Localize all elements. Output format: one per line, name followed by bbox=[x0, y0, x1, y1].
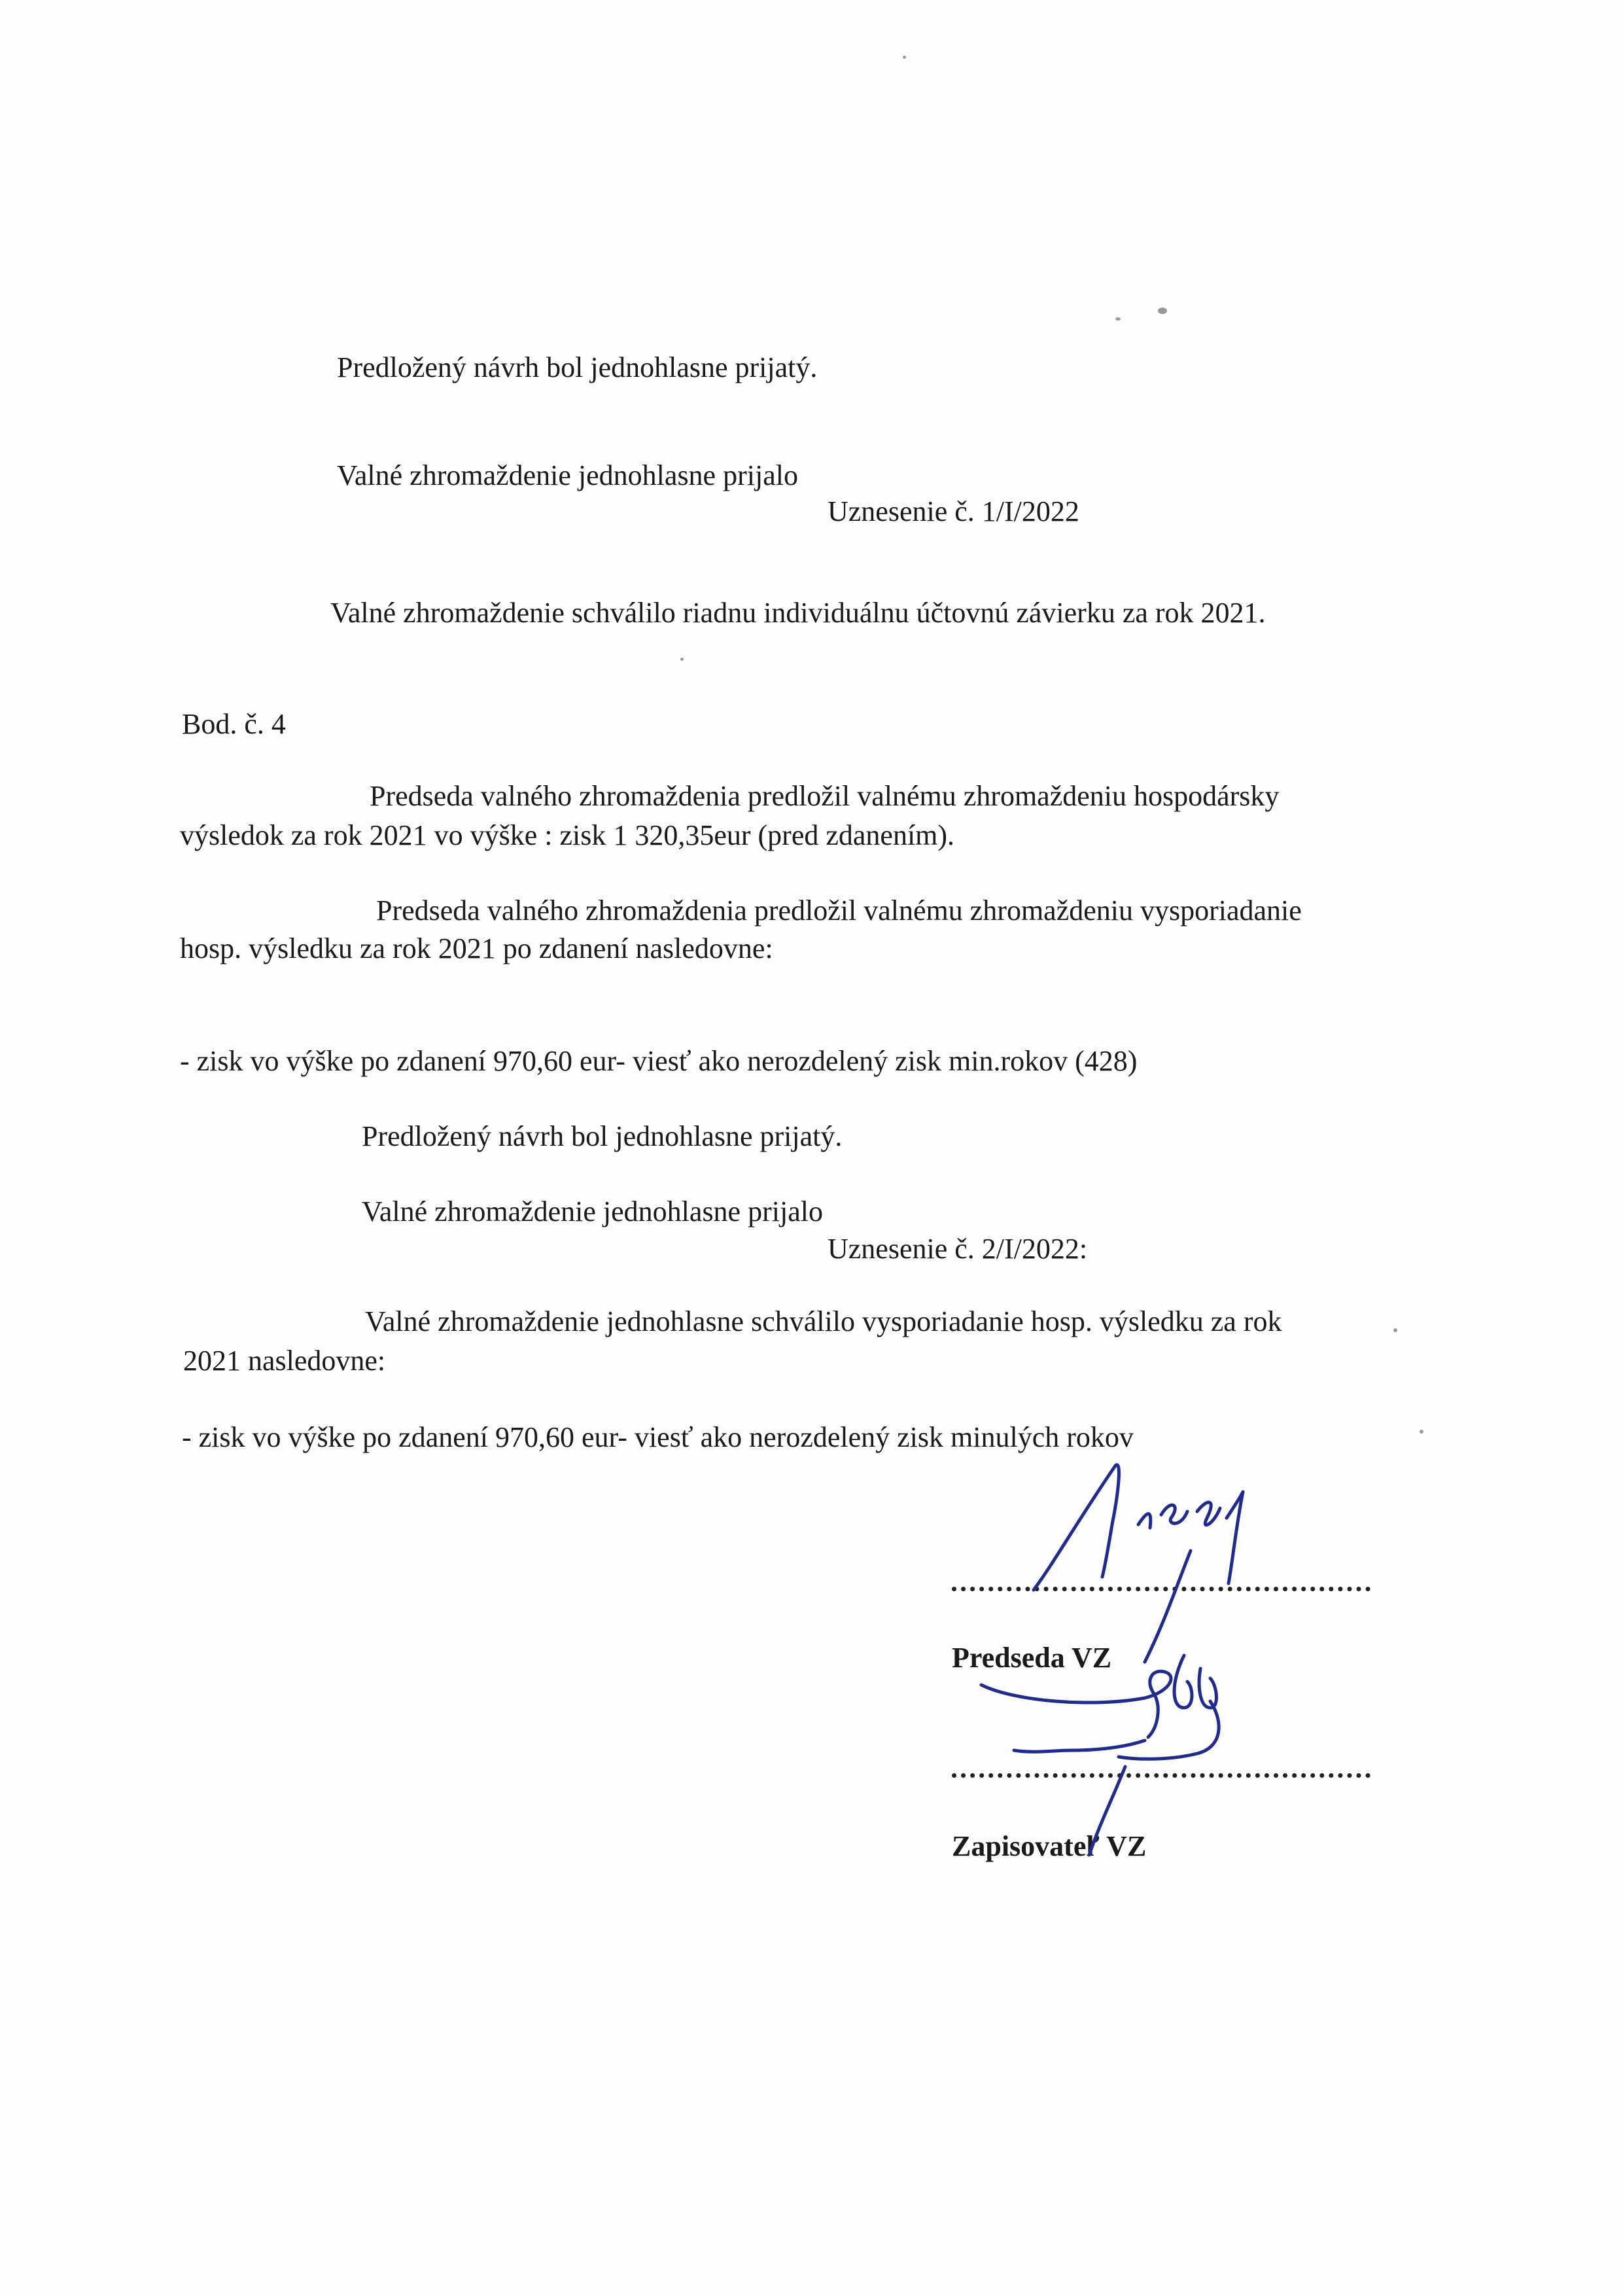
paragraph-line: výsledok za rok 2021 vo výške : zisk 1 320,35eur (pred zdanením). bbox=[180, 819, 955, 851]
chair-label: Predseda VZ bbox=[952, 1642, 1112, 1674]
paragraph-line: Predseda valného zhromaždenia predložil valnému zhromaždeniu hospodársky bbox=[370, 780, 1280, 812]
scan-speck bbox=[1393, 1328, 1397, 1332]
paragraph-line: 2021 nasledovne: bbox=[183, 1345, 386, 1377]
scan-speck bbox=[1420, 1430, 1423, 1434]
resolution-number: Uznesenie č. 1/I/2022 bbox=[828, 495, 1079, 527]
bullet-item: - zisk vo výške po zdanení 970,60 eur- viesť ako nerozdelený zisk min.rokov (428) bbox=[180, 1045, 1138, 1077]
recorder-signature bbox=[975, 1610, 1249, 1858]
scan-speck bbox=[1158, 308, 1167, 314]
scan-speck bbox=[1115, 317, 1121, 321]
approval-statement: Predložený návrh bol jednohlasne prijatý. bbox=[362, 1120, 843, 1152]
paragraph-line: hosp. výsledku za rok 2021 po zdanení nasledovne: bbox=[180, 932, 773, 964]
paragraph-line: Valné zhromaždenie jednohlasne schválilo vysporiadanie hosp. výsledku za rok bbox=[365, 1305, 1282, 1337]
section-heading: Bod. č. 4 bbox=[182, 708, 286, 740]
scan-speck bbox=[680, 658, 684, 661]
approval-statement: Predložený návrh bol jednohlasne prijatý. bbox=[337, 351, 818, 383]
recorder-label: Zapisovateľ VZ bbox=[952, 1830, 1147, 1862]
assembly-adopted-statement: Valné zhromaždenie jednohlasne prijalo bbox=[362, 1195, 823, 1227]
paragraph-line: Predseda valného zhromaždenia predložil valnému zhromaždeniu vysporiadanie bbox=[376, 894, 1302, 927]
assembly-adopted-statement: Valné zhromaždenie jednohlasne prijalo bbox=[337, 459, 798, 491]
bullet-item: - zisk vo výške po zdanení 970,60 eur- viesť ako nerozdelený zisk minulých rokov bbox=[182, 1421, 1134, 1453]
resolution-number: Uznesenie č. 2/I/2022: bbox=[828, 1233, 1088, 1265]
approval-of-financial-statements: Valné zhromaždenie schválilo riadnu individuálnu účtovnú závierku za rok 2021. bbox=[330, 597, 1266, 629]
scan-speck bbox=[903, 56, 906, 59]
